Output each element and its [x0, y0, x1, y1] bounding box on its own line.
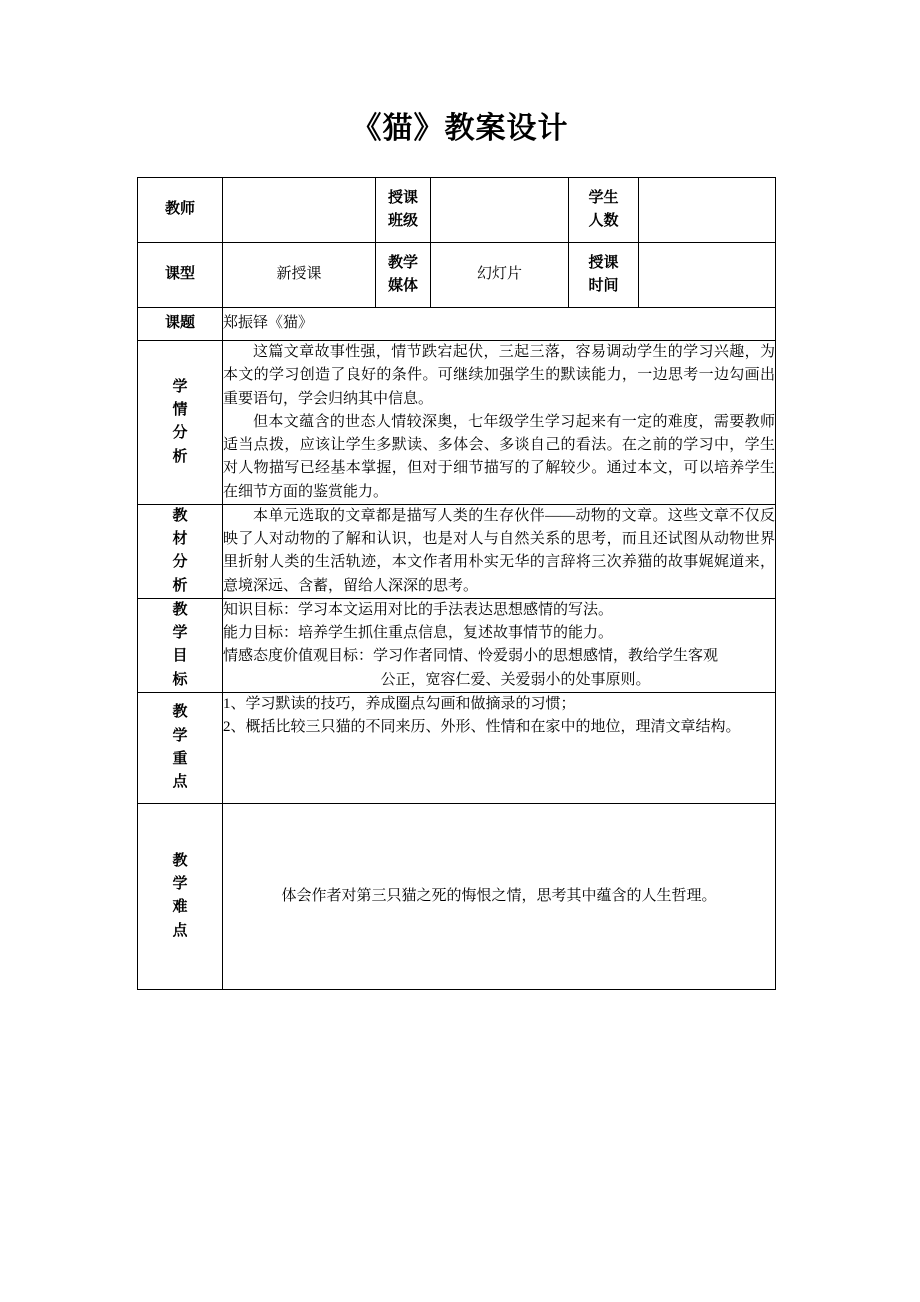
label-key-points — [138, 692, 223, 803]
label-objectives-char-2: 目 — [172, 648, 188, 665]
label-time-line1: 授课 — [588, 254, 619, 271]
label-objectives-char-1: 学 — [172, 625, 188, 641]
material-analysis-paragraph-1: 本单元选取的文章都是描写人类的生存伙伴——动物的文章。这些文章不仅反映了人对动物的了解和认识，也是对人与自然关系的思考，而且还试图从动物世界里折射人类的生活轨迹，本文作者用朴实无华的言辞将三次养猫的故事娓娓道来，意境深远、含蓄，留给人深深的思考。 — [223, 507, 775, 594]
label-students-line1: 学生 — [588, 189, 619, 206]
label-material-analysis-char-3: 析 — [172, 577, 188, 594]
label-objectives — [138, 598, 223, 692]
label-material-analysis-char-0: 教 — [172, 507, 188, 524]
table-row-key-points — [138, 692, 776, 803]
label-teacher: 教师 — [138, 178, 223, 243]
lesson-plan-table — [137, 177, 776, 990]
label-student-analysis — [138, 341, 223, 505]
content-objectives[interactable] — [223, 598, 776, 692]
value-media[interactable]: 幻灯片 — [431, 243, 569, 308]
objective-ability: 能力目标：培养学生抓住重点信息，复述故事情节的能力。 — [223, 625, 614, 641]
label-difficult-points-char-2: 难 — [172, 899, 188, 916]
table-row-course-type — [138, 243, 776, 308]
label-students-line2: 人数 — [588, 213, 619, 229]
label-difficult-points-char-1: 学 — [172, 876, 188, 892]
difficult-point-1: 体会作者对第三只猫之死的悔恨之情，思考其中蕴含的人生哲理。 — [281, 887, 717, 904]
label-course-type: 课型 — [138, 243, 223, 308]
label-media-line2: 媒体 — [387, 278, 418, 294]
page-title: 《猫》教案设计 — [351, 112, 569, 145]
label-objectives-char-0: 教 — [172, 601, 188, 618]
value-topic[interactable]: 郑振铎《猫》 — [223, 308, 776, 341]
label-material-analysis — [138, 504, 223, 598]
table-row-topic — [138, 308, 776, 341]
objective-knowledge: 知识目标：学习本文运用对比的手法表达思想感情的写法。 — [223, 601, 614, 618]
label-key-points-char-3: 点 — [172, 774, 188, 790]
label-time — [569, 243, 639, 308]
label-key-points-char-0: 教 — [172, 704, 188, 721]
value-time[interactable] — [639, 243, 776, 308]
objective-attitude: 情感态度价值观目标：学习作者同情、怜爱弱小的思想感情，教给学生客观 — [223, 648, 719, 665]
label-class — [376, 178, 431, 243]
label-objectives-char-3: 标 — [172, 671, 188, 688]
label-class-line2: 班级 — [387, 213, 418, 229]
table-row-difficult-points — [138, 803, 776, 989]
content-material-analysis[interactable] — [223, 504, 776, 598]
student-analysis-paragraph-2: 但本文蕴含的世态人情较深奥，七年级学生学习起来有一定的难度，需要教师适当点拨，应该让学生多默读、多体会、多谈自己的看法。在之前的学习中，学生对人物描写已经基本掌握，但对于细节描写的了解较少。通过本文，可以培养学生在细节方面的鉴赏能力。 — [223, 413, 775, 500]
label-key-points-char-1: 学 — [172, 727, 188, 744]
label-material-analysis-char-1: 材 — [172, 531, 188, 547]
table-row-material-analysis — [138, 504, 776, 598]
label-difficult-points-char-0: 教 — [172, 852, 188, 869]
label-student-analysis-char-3: 析 — [172, 448, 188, 465]
label-time-line2: 时间 — [588, 278, 619, 294]
content-key-points[interactable] — [223, 692, 776, 803]
objective-attitude-continued: 公正，宽容仁爱、关爱弱小的处事原则。 — [380, 671, 651, 688]
key-point-2: 2、概括比较三只猫的不同来历、外形、性情和在家中的地位，理清文章结构。 — [223, 719, 741, 735]
student-analysis-paragraph-1: 这篇文章故事性强，情节跌宕起伏，三起三落，容易调动学生的学习兴趣，为本文的学习创造了良好的条件。可继续加强学生的默读能力，一边思考一边勾画出重要语句，学会归纳其中信息。 — [223, 344, 775, 407]
label-topic: 课题 — [138, 308, 223, 341]
label-difficult-points-char-3: 点 — [172, 922, 188, 939]
key-point-1: 1、学习默读的技巧，养成圈点勾画和做摘录的习惯； — [223, 695, 576, 712]
table-row-teacher — [138, 178, 776, 243]
table-row-objectives — [138, 598, 776, 692]
label-student-analysis-char-0: 学 — [172, 378, 188, 395]
label-student-analysis-char-2: 分 — [172, 425, 188, 442]
label-key-points-char-2: 重 — [172, 750, 188, 767]
label-class-line1: 授课 — [387, 189, 418, 206]
content-student-analysis[interactable] — [223, 341, 776, 505]
label-student-analysis-char-1: 情 — [172, 402, 188, 419]
value-course-type[interactable]: 新授课 — [223, 243, 376, 308]
label-media-line1: 教学 — [387, 254, 418, 271]
value-teacher[interactable] — [223, 178, 376, 243]
label-students — [569, 178, 639, 243]
label-material-analysis-char-2: 分 — [172, 554, 188, 571]
label-media — [376, 243, 431, 308]
label-difficult-points — [138, 803, 223, 989]
value-students[interactable] — [639, 178, 776, 243]
table-row-student-analysis — [138, 341, 776, 505]
content-difficult-points[interactable] — [223, 803, 776, 989]
value-class[interactable] — [431, 178, 569, 243]
